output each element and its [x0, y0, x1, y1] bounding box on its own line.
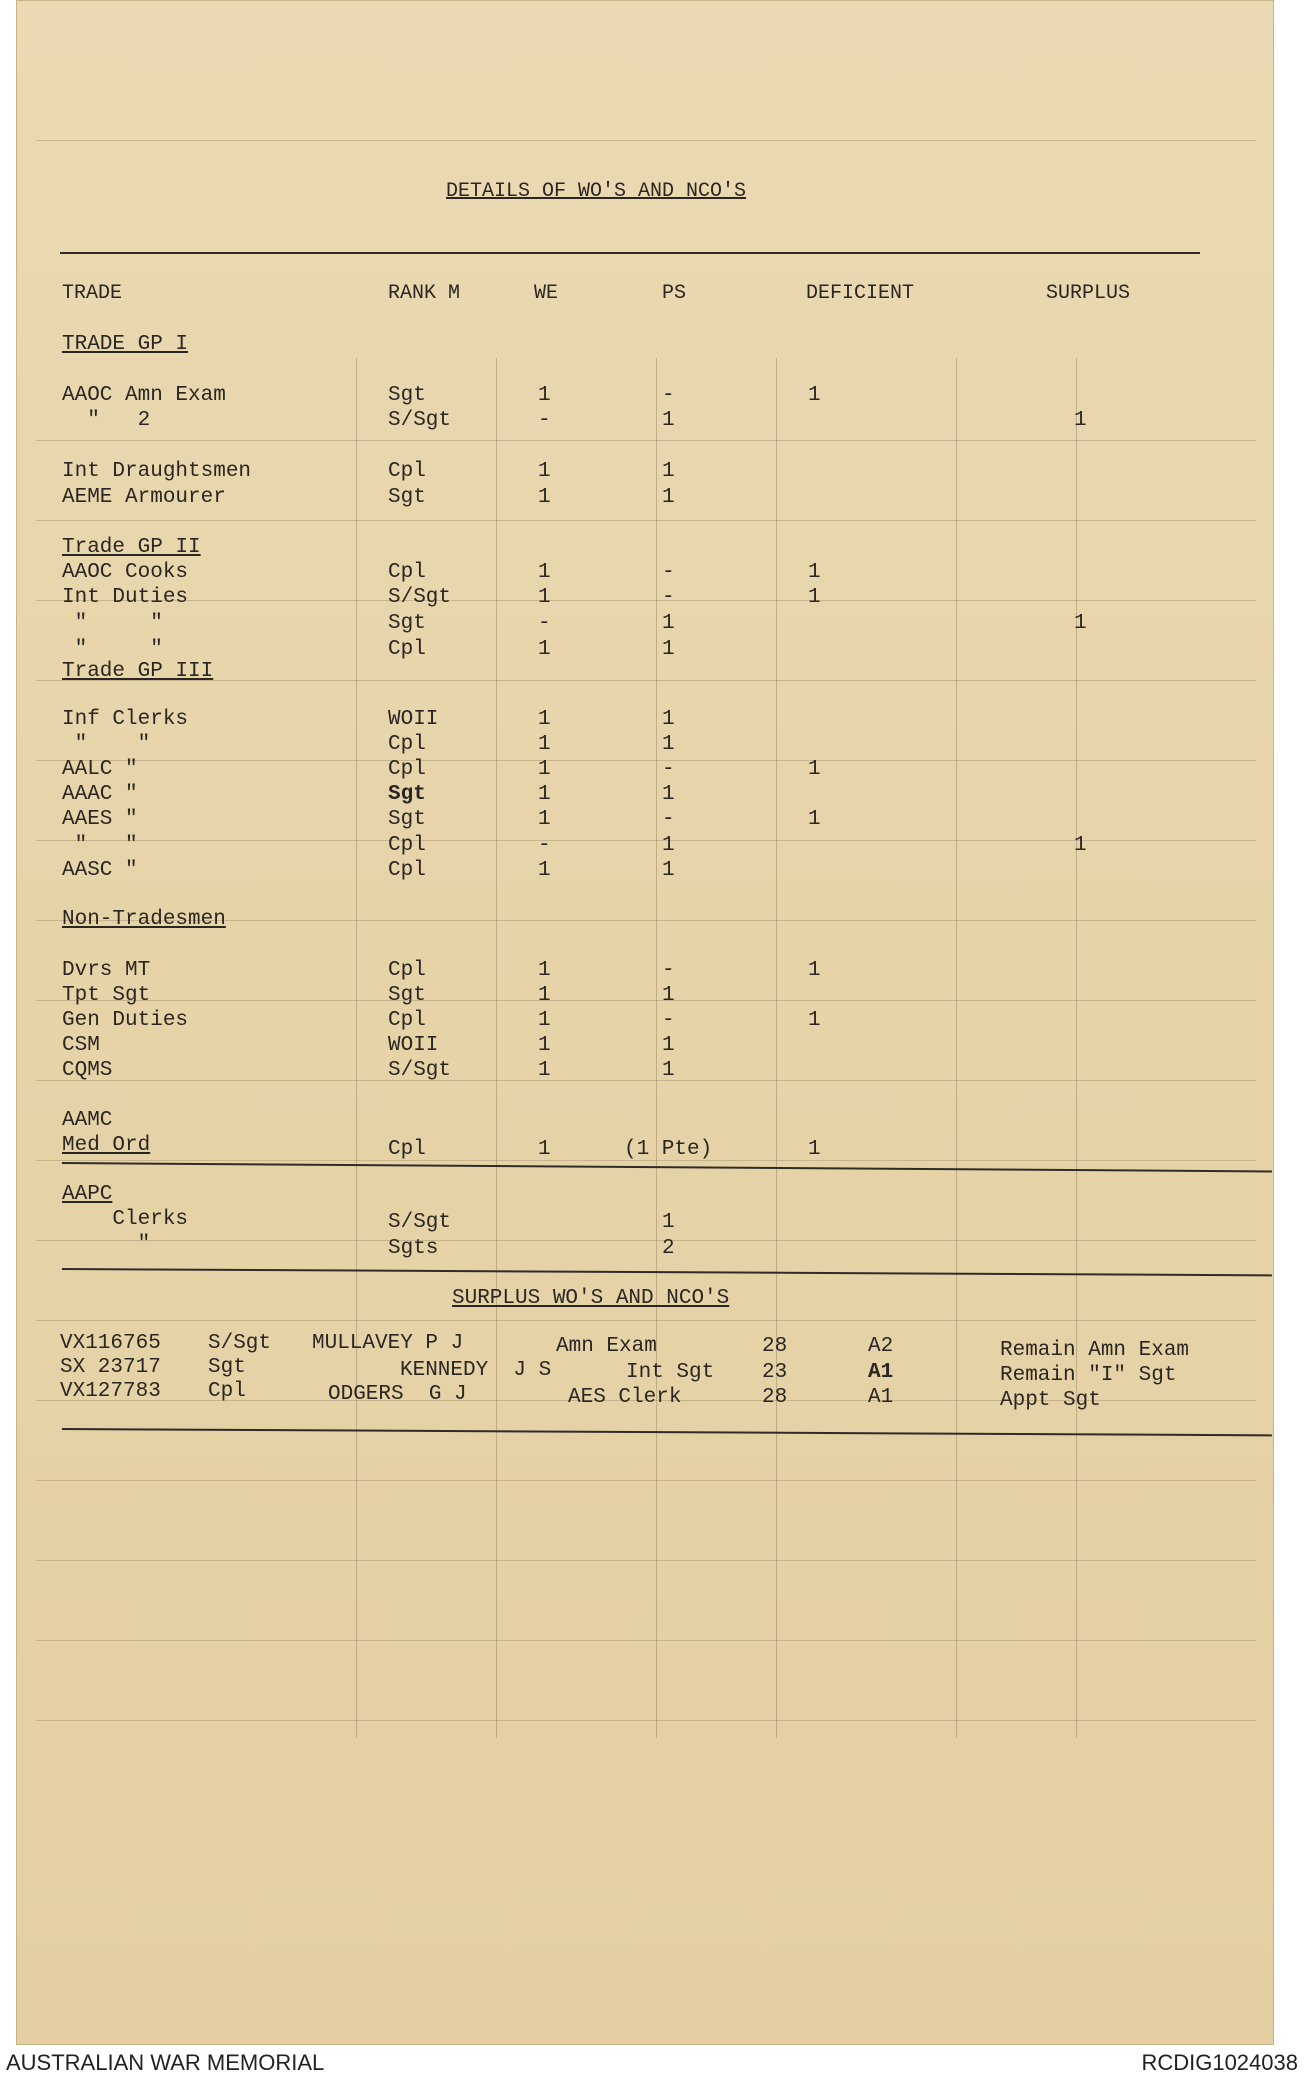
- table-row-trade: Med Ord: [62, 1134, 151, 1157]
- header-ps: PS: [662, 282, 687, 305]
- table-row-rank: WOII: [388, 708, 439, 731]
- header-deficient: DEFICIENT: [806, 282, 915, 305]
- document-page: [16, 0, 1274, 2045]
- table-row-we: 1: [538, 460, 551, 483]
- surplus-row-age: 23: [762, 1361, 788, 1384]
- table-row-rank: Cpl: [388, 859, 426, 882]
- table-row-rank: Cpl: [388, 638, 426, 661]
- table-row-trade: AAPC: [62, 1183, 113, 1206]
- header-rank: RANK M: [388, 282, 461, 305]
- table-row-trade: Tpt Sgt: [62, 984, 151, 1007]
- surplus-row-grade: A1: [868, 1386, 894, 1409]
- table-row-ps: -: [662, 384, 675, 407]
- surplus-row-rank: S/Sgt: [208, 1332, 272, 1355]
- table-row-deficient: 1: [808, 384, 821, 407]
- surplus-row-rank: Sgt: [208, 1356, 246, 1379]
- table-row-rank: Cpl: [388, 758, 426, 781]
- table-row-deficient: 1: [808, 959, 821, 982]
- table-row-deficient: 1: [808, 1009, 821, 1032]
- table-row-surplus: 1: [1074, 834, 1087, 857]
- table-row-we: 1: [538, 758, 551, 781]
- table-row-rank: Sgt: [388, 612, 426, 635]
- surplus-row-grade: A1: [868, 1361, 894, 1384]
- table-row-ps: 2: [662, 1237, 675, 1260]
- table-row-rank: Sgt: [388, 384, 426, 407]
- table-row-trade: Trade GP III: [62, 660, 214, 683]
- table-row-ps: 1: [662, 1211, 675, 1234]
- table-row-ps: 1: [662, 409, 675, 432]
- table-row-trade: AASC ": [62, 859, 138, 882]
- table-row-ps: -: [662, 959, 675, 982]
- table-row-we: 1: [538, 708, 551, 731]
- table-row-ps: 1: [662, 1034, 675, 1057]
- table-row-ps: 1: [662, 486, 675, 509]
- table-row-we: 1: [538, 984, 551, 1007]
- table-row-rank: Cpl: [388, 834, 426, 857]
- table-row-rank: S/Sgt: [388, 1211, 452, 1234]
- table-row-trade: " ": [62, 612, 163, 635]
- table-row-trade: CSM: [62, 1034, 100, 1057]
- table-row-trade: AAOC Amn Exam: [62, 384, 226, 407]
- table-row-ps: -: [662, 808, 675, 831]
- table-row-surplus: 1: [1074, 612, 1087, 635]
- table-row-rank: Sgt: [388, 783, 426, 806]
- surplus-row-rank: Cpl: [208, 1380, 246, 1403]
- table-row-we: 1: [538, 638, 551, 661]
- surplus-row-grade: A2: [868, 1335, 894, 1358]
- surplus-row-remark: Appt Sgt: [1000, 1389, 1101, 1412]
- table-row-trade: Dvrs MT: [62, 959, 151, 982]
- header-surplus: SURPLUS: [1046, 282, 1131, 305]
- table-row-rank: Sgt: [388, 808, 426, 831]
- table-row-rank: WOII: [388, 1034, 439, 1057]
- table-row-ps: -: [662, 1009, 675, 1032]
- table-row-ps: -: [662, 561, 675, 584]
- table-row-rank: S/Sgt: [388, 409, 452, 432]
- surplus-row-trade: AES Clerk: [568, 1386, 682, 1409]
- surplus-row-name: MULLAVEY P J: [312, 1332, 464, 1355]
- table-row-trade: AAAC ": [62, 783, 138, 806]
- table-row-ps: 1: [662, 460, 675, 483]
- footer-institution: AUSTRALIAN WAR MEMORIAL: [6, 2050, 325, 2075]
- table-row-we: -: [538, 834, 551, 857]
- surplus-row-trade: Amn Exam: [556, 1335, 657, 1358]
- table-row-ps: 1: [662, 859, 675, 882]
- table-row-we: 1: [538, 1059, 551, 1082]
- surplus-row-age: 28: [762, 1335, 788, 1358]
- table-row-we: 1: [538, 1034, 551, 1057]
- table-row-trade: Inf Clerks: [62, 708, 189, 731]
- table-row-rank: Cpl: [388, 959, 426, 982]
- table-row-trade: " ": [62, 638, 163, 661]
- table-row-ps: (1 Pte): [624, 1138, 713, 1161]
- table-row-ps: 1: [662, 1059, 675, 1082]
- table-row-trade: " ": [62, 733, 151, 756]
- table-row-we: 1: [538, 808, 551, 831]
- table-row-rank: Cpl: [388, 460, 426, 483]
- table-row-deficient: 1: [808, 758, 821, 781]
- table-row-deficient: 1: [808, 808, 821, 831]
- table-row-ps: 1: [662, 638, 675, 661]
- table-row-trade: Clerks: [62, 1208, 189, 1231]
- table-row-we: 1: [538, 959, 551, 982]
- table-row-we: 1: [538, 486, 551, 509]
- footer-catalogue-id: RCDIG1024038: [1141, 2050, 1298, 2075]
- table-row-deficient: 1: [808, 561, 821, 584]
- table-row-ps: -: [662, 758, 675, 781]
- table-row-rank: Sgt: [388, 486, 426, 509]
- table-row-we: -: [538, 409, 551, 432]
- surplus-row-remark: Remain Amn Exam: [1000, 1339, 1190, 1362]
- table-row-we: 1: [538, 1009, 551, 1032]
- surplus-row-name: KENNEDY J S: [400, 1359, 552, 1382]
- table-row-rank: Cpl: [388, 1138, 426, 1161]
- divider-line: [62, 1268, 1272, 1276]
- table-row-ps: 1: [662, 612, 675, 635]
- header-we: WE: [534, 282, 559, 305]
- table-row-deficient: 1: [808, 1138, 821, 1161]
- table-row-trade: Int Duties: [62, 586, 189, 609]
- surplus-row-number: VX116765: [60, 1332, 161, 1355]
- table-row-trade: TRADE GP I: [62, 333, 189, 356]
- surplus-row-number: SX 23717: [60, 1356, 161, 1379]
- table-row-we: 1: [538, 384, 551, 407]
- table-row-rank: Cpl: [388, 561, 426, 584]
- page-title: DETAILS OF WO'S AND NCO'S: [446, 180, 747, 203]
- table-row-trade: ": [62, 1233, 151, 1256]
- table-row-deficient: 1: [808, 586, 821, 609]
- table-row-we: 1: [538, 1138, 551, 1161]
- table-row-trade: Int Draughtsmen: [62, 460, 252, 483]
- header-trade: TRADE: [62, 282, 123, 305]
- table-row-trade: AAES ": [62, 808, 138, 831]
- surplus-title: SURPLUS WO'S AND NCO'S: [452, 1287, 730, 1310]
- table-row-trade: AAMC: [62, 1109, 113, 1132]
- table-row-rank: S/Sgt: [388, 586, 452, 609]
- table-row-trade: Gen Duties: [62, 1009, 189, 1032]
- surplus-row-name: ODGERS G J: [328, 1383, 467, 1406]
- table-row-ps: 1: [662, 733, 675, 756]
- table-row-trade: Non-Tradesmen: [62, 908, 226, 931]
- table-row-we: 1: [538, 783, 551, 806]
- table-row-trade: " ": [62, 834, 138, 857]
- table-row-ps: 1: [662, 783, 675, 806]
- table-row-ps: 1: [662, 708, 675, 731]
- table-row-we: 1: [538, 561, 551, 584]
- table-row-rank: S/Sgt: [388, 1059, 452, 1082]
- table-row-ps: -: [662, 586, 675, 609]
- surplus-row-trade: Int Sgt: [626, 1361, 715, 1384]
- table-row-rank: Sgts: [388, 1237, 439, 1260]
- table-row-rank: Cpl: [388, 733, 426, 756]
- table-row-trade: AALC ": [62, 758, 138, 781]
- table-row-rank: Cpl: [388, 1009, 426, 1032]
- table-row-surplus: 1: [1074, 409, 1087, 432]
- table-row-trade: CQMS: [62, 1059, 113, 1082]
- table-row-trade: AAOC Cooks: [62, 561, 189, 584]
- table-row-we: 1: [538, 586, 551, 609]
- table-row-we: -: [538, 612, 551, 635]
- table-row-we: 1: [538, 859, 551, 882]
- header-rule-top: [60, 252, 1200, 254]
- divider-line: [62, 1162, 1272, 1172]
- surplus-row-age: 28: [762, 1386, 788, 1409]
- divider-line: [62, 1428, 1272, 1436]
- table-row-trade: " 2: [62, 409, 151, 432]
- surplus-row-remark: Remain "I" Sgt: [1000, 1364, 1177, 1387]
- table-row-we: 1: [538, 733, 551, 756]
- table-row-ps: 1: [662, 984, 675, 1007]
- table-row-trade: AEME Armourer: [62, 486, 226, 509]
- table-row-ps: 1: [662, 834, 675, 857]
- surplus-row-number: VX127783: [60, 1380, 161, 1403]
- table-row-trade: Trade GP II: [62, 536, 201, 559]
- table-row-rank: Sgt: [388, 984, 426, 1007]
